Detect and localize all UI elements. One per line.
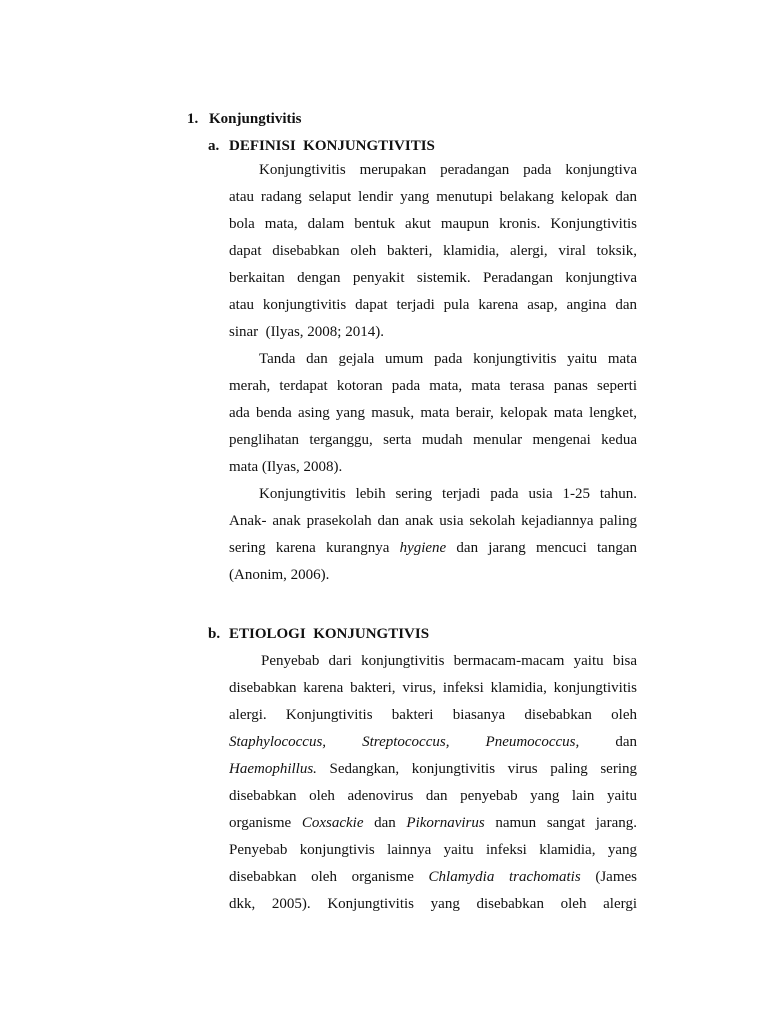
text-line: Anak- anak prasekolah dan anak usia sekolah kejadiannya paling [229, 513, 637, 529]
text-line [229, 756, 637, 783]
text-line: alergi. Konjungtivitis bakteri biasanya disebabkan oleh [229, 707, 637, 723]
text-run: dan [615, 734, 637, 750]
text-line [229, 729, 637, 756]
text-line: disebabkan oleh adenovirus dan penyebab yang lain yaitu [229, 788, 637, 804]
text-run: organisme [229, 815, 302, 831]
italic-term: hygiene [399, 540, 447, 556]
text-line: Tanda dan gejala umum pada konjungtivitis yaitu mata [259, 351, 637, 367]
italic-term: Chlamydia trachomatis [428, 869, 581, 885]
text-line: dkk, 2005). Konjungtivitis yang disebabkan oleh alergi [229, 896, 637, 912]
text-run: Sedangkan, konjungtivitis virus paling sering [316, 761, 637, 777]
text-line: mata (Ilyas, 2008). [229, 459, 343, 475]
text-run: sering karena kurangnya [229, 540, 400, 556]
section-a-paragraph-1 [229, 157, 637, 589]
text-run: namun sangat jarang. [484, 815, 637, 831]
section-a-heading [208, 137, 435, 155]
text-line: ada benda asing yang masuk, mata berair, kelopak mata lengket, [229, 405, 637, 421]
italic-term: Coxsackie [301, 815, 364, 831]
chapter-title: Konjungtivitis [209, 111, 302, 127]
italic-term: Staphylococcus, [229, 734, 327, 750]
chapter-number: 1. [187, 111, 199, 127]
text-line [229, 864, 637, 891]
text-line [229, 810, 637, 837]
section-b-title: ETIOLOGI KONJUNGTIVIS [229, 626, 430, 642]
text-run: dan [363, 815, 407, 831]
text-line: disebabkan karena bakteri, virus, infeksi klamidia, konjungtivitis [229, 680, 637, 696]
text-line: merah, terdapat kotoran pada mata, mata terasa panas seperti [229, 378, 637, 394]
text-line: penglihatan terganggu, serta mudah menular mengenai kedua [229, 432, 637, 448]
section-b-letter: b. [208, 626, 221, 642]
section-a-title: DEFINISI KONJUNGTIVITIS [229, 138, 435, 154]
italic-term: Streptococcus, [362, 734, 450, 750]
text-run: disebabkan oleh organisme [229, 869, 429, 885]
text-run: (James [580, 869, 637, 885]
chapter-heading [187, 110, 302, 128]
text-line: sinar (Ilyas, 2008; 2014). [229, 324, 384, 340]
text-line: berkaitan dengan penyakit sistemik. Peradangan konjungtiva [229, 270, 637, 286]
italic-term: Pneumococcus, [485, 734, 580, 750]
text-line: Konjungtivitis merupakan peradangan pada konjungtiva [259, 162, 637, 178]
italic-term: Haemophillus. [229, 761, 317, 777]
text-line: (Anonim, 2006). [229, 567, 330, 583]
text-line: Penyebab dari konjungtivitis bermacam-macam yaitu bisa [261, 653, 637, 669]
section-b-heading [208, 625, 429, 643]
italic-term: Pikornavirus [406, 815, 485, 831]
text-run: dan jarang mencuci tangan [446, 540, 637, 556]
text-line: Konjungtivitis lebih sering terjadi pada usia 1-25 tahun. [259, 486, 637, 502]
text-line: atau konjungtivitis dapat terjadi pula karena asap, angina dan [229, 297, 637, 313]
text-line: Penyebab konjungtivis lainnya yaitu infeksi klamidia, yang [229, 842, 637, 858]
text-line: atau radang selaput lendir yang menutupi belakang kelopak dan [229, 189, 637, 205]
section-a-letter: a. [208, 138, 220, 154]
text-line [229, 535, 637, 562]
text-line: bola mata, dalam bentuk akut maupun kronis. Konjungtivitis [229, 216, 637, 232]
text-line: dapat disebabkan oleh bakteri, klamidia, alergi, viral toksik, [229, 243, 637, 259]
section-b-paragraph-1 [229, 648, 637, 918]
